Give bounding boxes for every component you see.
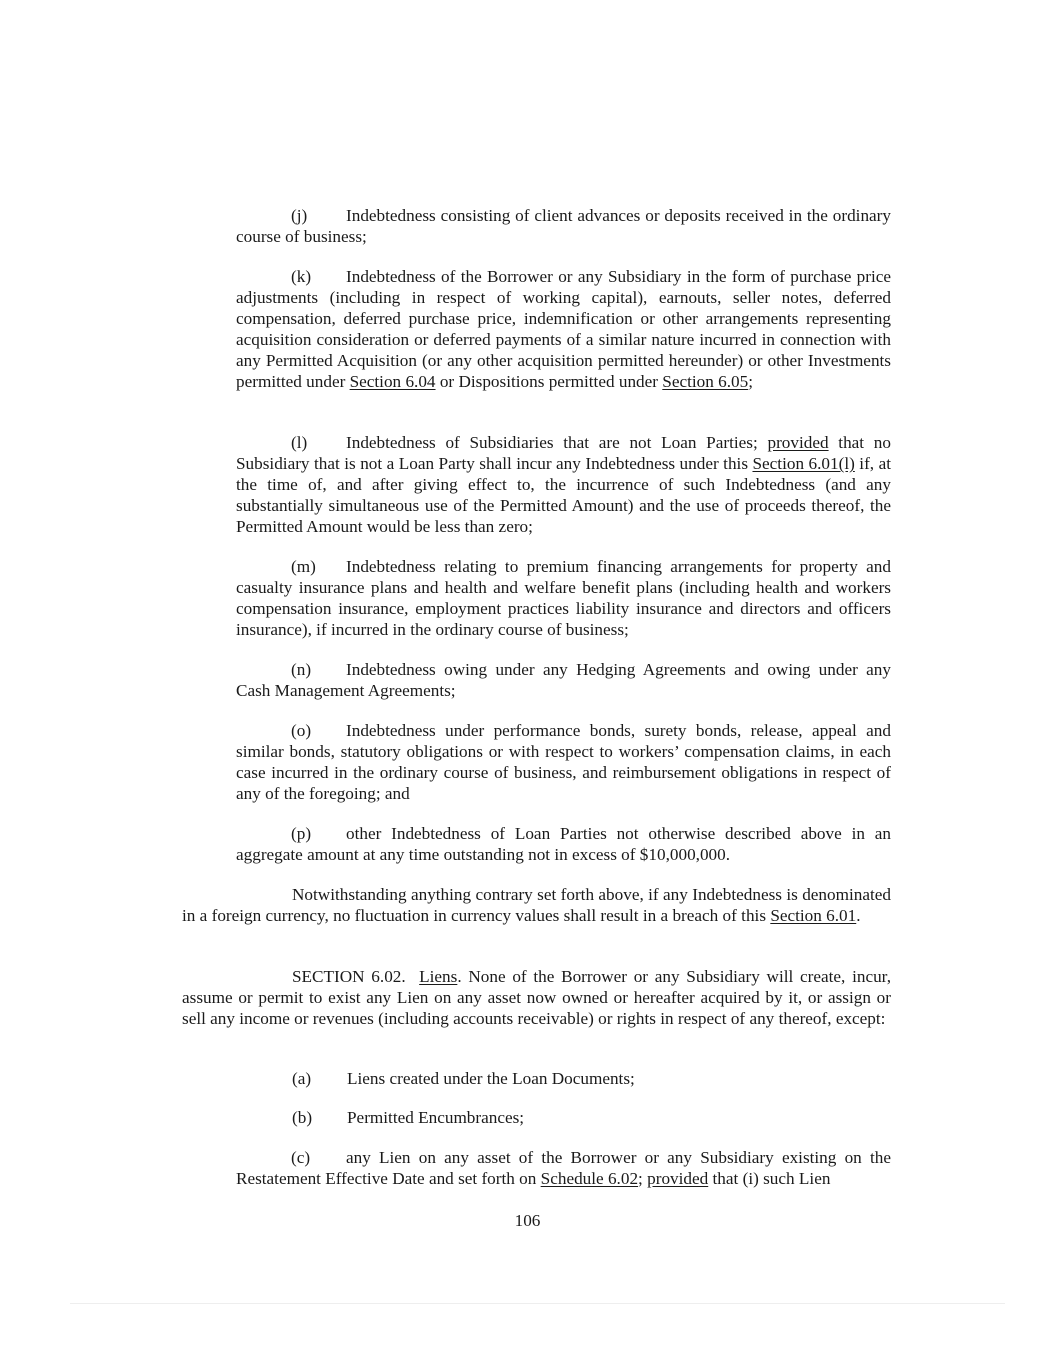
clause-label: (m) [291, 557, 316, 576]
proviso-term: provided [647, 1169, 709, 1188]
clause-text: Indebtedness of the Borrower or any Subsidiary in the form of purchase price adjustments (including in respect of working capital), earnouts, seller notes, deferred compensation, deferred purchase price, indemnification or other arrangements representing acquisition consideration or deferred payments of a similar nature incurred in connection with any Permitted Acquisition (or any other acquisition permitted hereunder) or other Investments permitted under [236, 267, 891, 391]
section-title: Liens [419, 967, 458, 986]
clause-text: Permitted Encumbrances; [347, 1108, 525, 1127]
paragraph-text: . None of the Borrower or any Subsidiary will create, incur, assume or permit to exist any Lien on any asset now owned or hereafter acquired by it, or assign or sell any income or revenues (including accounts receivable) or rights in respect of any thereof, except: [182, 967, 891, 1028]
paragraph-text: Notwithstanding anything contrary set forth above, if any Indebtedness is denominated in a foreign currency, no fluctuation in currency values shall result in a breach of this [182, 885, 891, 925]
section-heading: SECTION 6.02. [292, 967, 406, 986]
clause-text: Indebtedness relating to premium financing arrangements for property and casualty insurance plans and health and welfare benefit plans (including health and workers compensation insurance, employment practices liability insurance and directors and officers insurance), if incurred in the ordinary course of business; [236, 557, 891, 639]
proviso-term: provided [767, 433, 829, 452]
clause-l [236, 432, 891, 537]
clause-text: any Lien on any asset of the Borrower or any Subsidiary existing on the Restatement Effective Date and set forth on [236, 1148, 891, 1188]
schedule-reference: Schedule 6.02 [540, 1169, 639, 1188]
clause-text: other Indebtedness of Loan Parties not otherwise described above in an aggregate amount at any time outstanding not in excess of $10,000,000. [236, 824, 891, 864]
section-reference: Section 6.01 [770, 906, 857, 925]
lien-item-a [292, 1068, 892, 1089]
clause-j [236, 205, 891, 247]
section-reference: Section 6.01(l) [752, 454, 855, 473]
clause-text: that (i) such Lien [708, 1169, 831, 1188]
clause-text: Indebtedness consisting of client advances or deposits received in the ordinary course of business; [236, 206, 891, 246]
clause-label: (j) [291, 206, 308, 225]
clause-text: ; [748, 372, 754, 391]
section-reference: Section 6.04 [349, 372, 436, 391]
clause-text: that no Subsidiary that is not a Loan Party shall incur any Indebtedness under this [236, 433, 891, 473]
clause-label: (b) [292, 1108, 313, 1127]
clause-label: (p) [291, 824, 312, 843]
clause-label: (o) [291, 721, 312, 740]
clause-label: (k) [291, 267, 312, 286]
clause-text: Indebtedness under performance bonds, surety bonds, release, appeal and similar bonds, statutory obligations or with respect to workers’ compensation claims, in each case incurred in the ordinary course of business, and reimbursement obligations in respect of any of the foregoing; and [236, 721, 891, 803]
lien-item-c [236, 1147, 891, 1189]
section-6-02-paragraph [182, 966, 891, 1029]
clause-k [236, 266, 891, 392]
clause-label: (c) [291, 1148, 311, 1167]
clause-o [236, 720, 891, 804]
page-number: 106 [514, 1211, 541, 1230]
clause-text: Indebtedness owing under any Hedging Agreements and owing under any Cash Management Agreements; [236, 660, 891, 700]
clause-label: (a) [292, 1069, 312, 1088]
clause-n [236, 659, 891, 701]
clause-text: if, at the time of, and after giving effect to, the incurrence of such Indebtedness (and any substantially simultaneous use of the Permitted Amount) and the use of proceeds thereof, the Permitted Amount would be less than zero; [236, 454, 891, 536]
lien-item-b [292, 1107, 892, 1128]
clause-label: (n) [291, 660, 312, 679]
notwithstanding-paragraph [182, 884, 891, 926]
clause-text: Liens created under the Loan Documents; [347, 1069, 635, 1088]
clause-text: Indebtedness of Subsidiaries that are not Loan Parties; [346, 433, 768, 452]
clause-m [236, 556, 891, 640]
clause-text: ; [638, 1169, 648, 1188]
clause-p [236, 823, 891, 865]
section-reference: Section 6.05 [662, 372, 749, 391]
footer-rule [70, 1303, 1005, 1304]
paragraph-text: . [856, 906, 861, 925]
clause-label: (l) [291, 433, 308, 452]
clause-text: or Dispositions permitted under [435, 372, 663, 391]
